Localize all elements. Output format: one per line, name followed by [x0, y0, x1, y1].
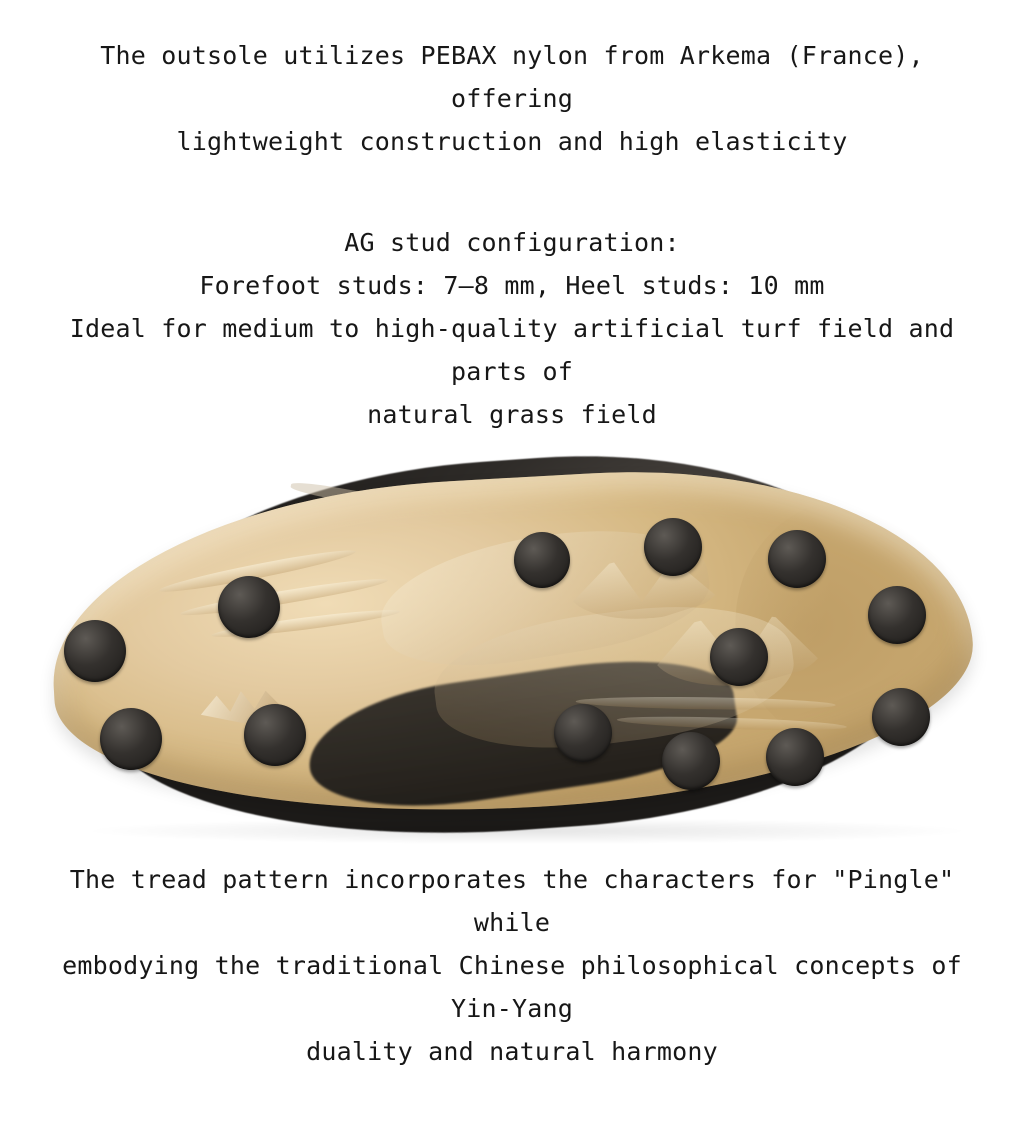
top-paragraph-line-1: The outsole utilizes PEBAX nylon from Arkema (France), offering	[100, 41, 924, 113]
stud-mid-3	[768, 530, 826, 588]
stud-heel-3	[218, 576, 280, 638]
stud-mid-4	[710, 628, 768, 686]
bottom-paragraph-line-1: The tread pattern incorporates the characters for "Pingle" while	[69, 865, 955, 937]
photo-ground-shadow	[92, 818, 962, 844]
stud-configuration-line-2: Ideal for medium to high-quality artificial turf field and parts of	[69, 314, 955, 386]
stud-mid-1	[514, 532, 570, 588]
stud-configuration-block	[0, 163, 1024, 436]
bottom-paragraph-line-2: embodying the traditional Chinese philosophical concepts of Yin-Yang	[62, 951, 962, 1023]
stud-toe-2	[872, 688, 930, 746]
outsole-plate	[44, 453, 981, 834]
stud-heel-2	[100, 708, 162, 770]
outsole-photo	[0, 430, 1024, 870]
top-paragraph-line-2: lightweight construction and high elasticity	[176, 127, 848, 156]
stud-fore-1	[554, 704, 612, 762]
stud-heel-4	[244, 704, 306, 766]
stud-fore-2	[662, 732, 720, 790]
stud-toe-1	[868, 586, 926, 644]
stud-heel-1	[64, 620, 126, 682]
top-paragraph	[0, 0, 1024, 163]
stud-configuration-line-1: Forefoot studs: 7–8 mm, Heel studs: 10 mm	[199, 271, 825, 300]
stud-configuration-line-3: natural grass field	[367, 400, 657, 429]
soccer-boot-image	[22, 450, 1002, 850]
bottom-paragraph	[0, 858, 1024, 1073]
stud-mid-2	[644, 518, 702, 576]
stud-configuration-heading: AG stud configuration:	[344, 228, 680, 257]
stud-fore-3	[766, 728, 824, 786]
bottom-paragraph-line-3: duality and natural harmony	[306, 1037, 718, 1066]
